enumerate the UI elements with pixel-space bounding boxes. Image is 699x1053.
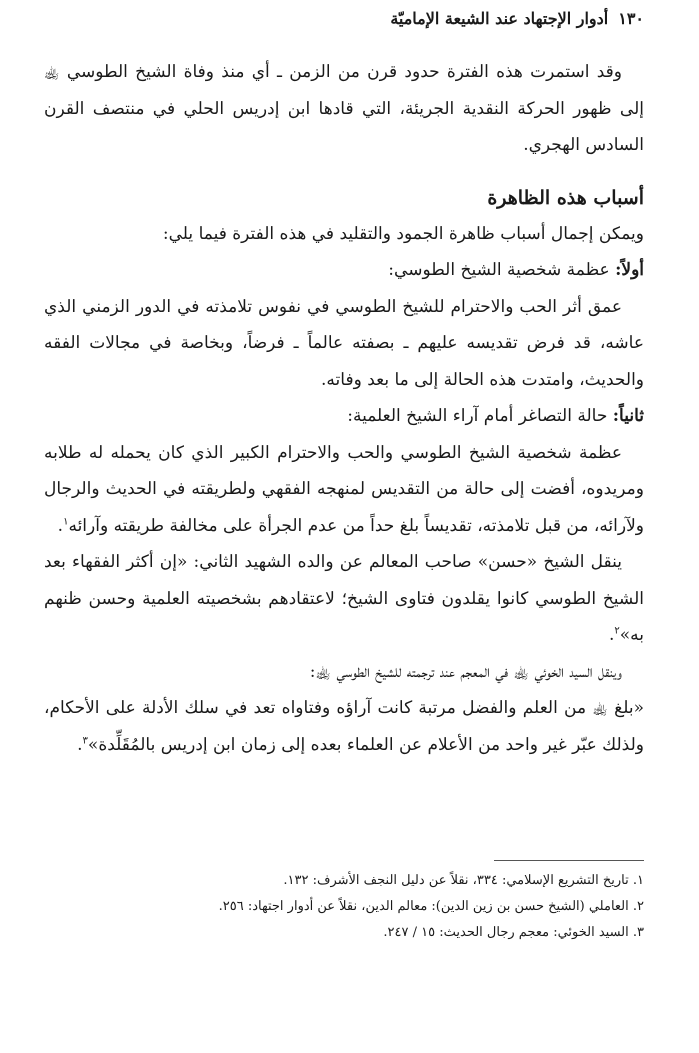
first-title: عظمة شخصية الشيخ الطوسي:	[388, 260, 610, 280]
paragraph-khoei-quote	[44, 690, 644, 763]
subheading-first	[44, 252, 644, 289]
paragraph-khoei-quote-end: .	[77, 734, 83, 755]
running-title: أدوار الإجتهاد عند الشيعة الإماميّة	[390, 9, 609, 28]
paragraph-causes-intro: ويمكن إجمال أسباب ظاهرة الجمود والتقليد في هذه الفترة فيما يلي:	[162, 223, 644, 244]
first-label: أولاً:	[615, 260, 644, 280]
second-title: حالة التصاغر أمام آراء الشيخ العلمية:	[347, 406, 608, 426]
footnote-ref-1[interactable]: ١	[63, 515, 69, 527]
footnote-1: ١. تاريخ التشريع الإسلامي: ٣٣٤، نقلاً عن دليل النجف الأشرف: ١٣٢.	[283, 873, 644, 888]
footnote-divider	[494, 860, 644, 861]
paragraph-khoei-quote-text: «بلغ ﵀ من العلم والفضل مرتبة كانت آراؤه وفتاواه تعد في سلك الأدلة على الأحكام، ولذلك عبّر غير واحد من الأعلام عن العلماء بعده إلى زمان ابن إدريس بالمُقَلِّدة»	[44, 698, 644, 755]
running-header	[44, 8, 644, 30]
page-number: ١٣٠	[618, 9, 644, 28]
paragraph-khoei-intro: وينقل السيد الخوئي ﵀ في المعجم عند ترجمته للشيخ الطوسي ﵀:	[309, 661, 622, 682]
footnote-3: ٣. السيد الخوئي: معجم رجال الحديث: ١٥ / ٢٤٧.	[383, 925, 644, 940]
page-body	[44, 54, 644, 763]
paragraph-quote-hasan-end: .	[608, 625, 615, 645]
subheading-second	[44, 398, 644, 435]
book-page	[44, 0, 644, 1053]
footnote-ref-3[interactable]: ٣	[82, 734, 88, 746]
second-label: ثانياً:	[612, 406, 644, 426]
paragraph-intro: وقد استمرت هذه الفترة حدود قرن من الزمن ـ أي منذ وفاة الشيخ الطوسي ﵀ إلى ظهور الحركة النقدية الجريئة، التي قادها ابن إدريس الحلي في منتصف القرن السادس الهجري.	[44, 62, 644, 155]
paragraph-second-cause-end: .	[57, 515, 64, 536]
paragraph-first-cause: عمق أثر الحب والاحترام للشيخ الطوسي في نفوس تلامذته في الدور الزمني الذي عاشه، قد فرض تقديسه عليهم ـ بصفته عالماً ـ فرضاً، وبخاصة في مجالات الفقه والحديث، وامتدت هذه الحالة إلى ما بعد وفاته.	[44, 296, 644, 390]
paragraph-second-cause	[44, 435, 644, 545]
section-heading: أسباب هذه الظاهرة	[487, 186, 644, 209]
paragraph-second-cause-text: عظمة شخصية الشيخ الطوسي والحب والاحترام الكبير الذي كان يحمله له طلابه ومريدوه، أفضت إلى حالة من التقديس لمنهجه الفقهي ولطريقته في الحديث والرجال ولآرائه، من قبل تلامذته، تقديساً بلغ حداً من عدم الجرأة على مخالفة طريقته وآرائه	[44, 442, 644, 536]
paragraph-quote-hasan	[44, 544, 644, 654]
footnotes	[44, 868, 644, 946]
footnote-2: ٢. العاملي (الشيخ حسن بن زين الدين): معالم الدين، نقلاً عن أدوار اجتهاد: ٢٥٦.	[218, 899, 644, 914]
paragraph-quote-hasan-text: ينقل الشيخ «حسن» صاحب المعالم عن والده الشهيد الثاني: «إن أكثر الفقهاء بعد الشيخ الطوسي كانوا يقلدون فتاوى الشيخ؛ لاعتقادهم بشخصيته العلمية وحسن ظنهم به»	[44, 552, 644, 645]
footnote-ref-2[interactable]: ٢	[614, 625, 620, 637]
